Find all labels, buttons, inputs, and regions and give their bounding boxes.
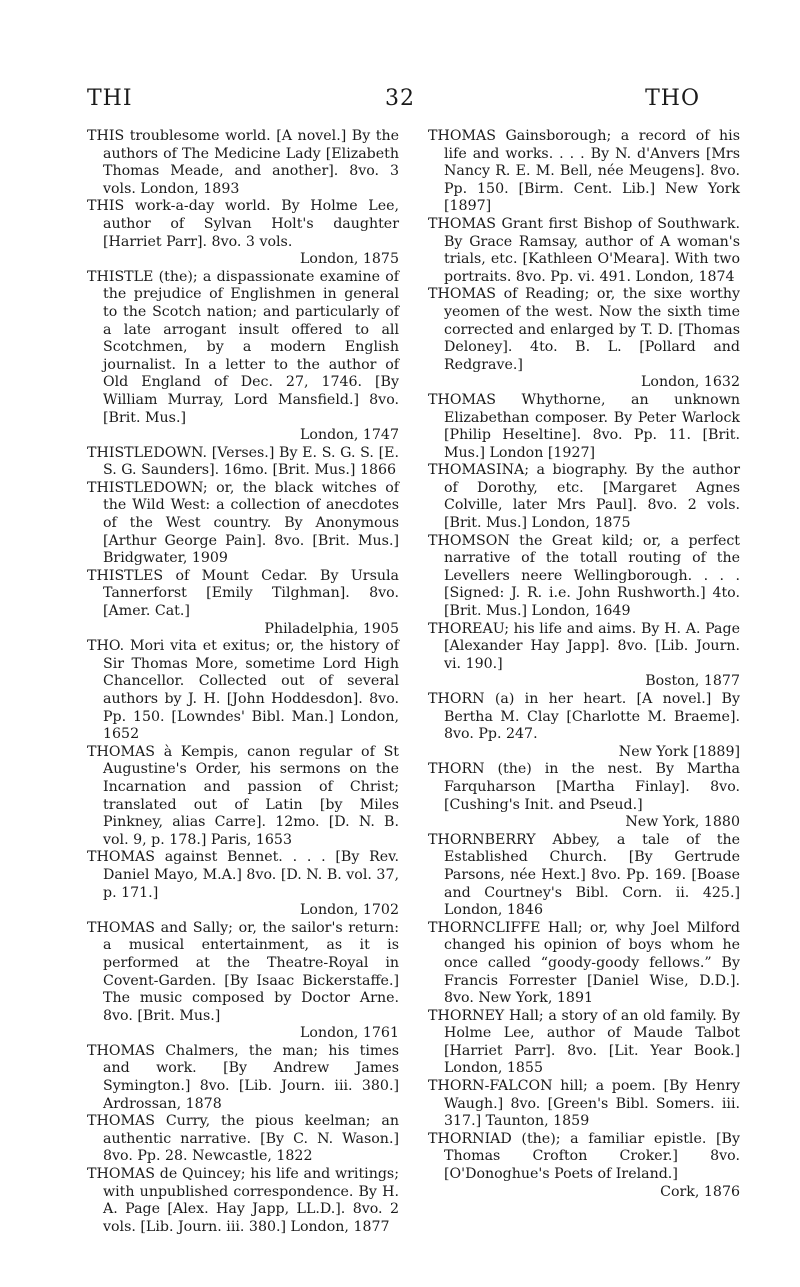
entry: THOMAS Grant first Bishop of Southwark. By Grace Ramsay, author of A woman's trials, etc. [Kathleen O'Meara]. With two portraits. 8vo. Pp. vi. 491. London, 1874 bbox=[428, 215, 740, 285]
header-left-guide-word: THI bbox=[87, 86, 133, 111]
entry: THOMAS against Bennet. . . . [By Rev. Daniel Mayo, M.A.] 8vo. [D. N. B. vol. 37, p. 171.] London, 1702 bbox=[87, 849, 399, 919]
entry: THOMAS Curry, the pious keelman; an authentic narrative. [By C. N. Wason.] 8vo. Pp. 28. Newcastle, 1822 bbox=[87, 1113, 399, 1165]
entry: THOMAS à Kempis, canon regular of St Augustine's Order, his sermons on the Incarnation and passion of Christ; translated out of Latin [by Miles Pinkney, alias Carre]. 12mo. [D. N. B. vol. 9, p. 178.] Paris, 1653 bbox=[87, 743, 399, 848]
entry: THO. Mori vita et exitus; or, the history of Sir Thomas More, sometime Lord High Chancellor. Collected out of several authors by J. H. [John Hoddesdon]. 8vo. Pp. 150. [Lowndes' Bibl. Man.] London, 1652 bbox=[87, 638, 399, 743]
entry: THOMASINA; a biography. By the author of Dorothy, etc. [Margaret Agnes Colville, later Mrs Paul]. 8vo. 2 vols. [Brit. Mus.] London, 1875 bbox=[428, 462, 740, 532]
entry: THISTLES of Mount Cedar. By Ursula Tannerforst [Emily Tilghman]. 8vo. [Amer. Cat.] Philadelphia, 1905 bbox=[87, 567, 399, 637]
entry: THORN (the) in the nest. By Martha Farquharson [Martha Finlay]. 8vo. [Cushing's Init. and Pseud.] New York, 1880 bbox=[428, 761, 740, 831]
entry: THOMAS of Reading; or, the sixe worthy yeomen of the west. Now the sixth time corrected and enlarged by T. D. [Thomas Deloney]. 4to. B. L. [Pollard and Redgrave.] London, 1632 bbox=[428, 286, 740, 391]
entry: THOMAS and Sally; or, the sailor's return: a musical entertainment, as it is performed at the Theatre-Royal in Covent-Garden. [By Isaac Bickerstaffe.] The music composed by Doctor Arne. 8vo. [Brit. Mus.] London, 1761 bbox=[87, 919, 399, 1042]
entry: THIS troublesome world. [A novel.] By the authors of The Medicine Lady [Elizabeth Thomas Meade, and another]. 8vo. 3 vols. London, 1893 bbox=[87, 128, 399, 197]
entry: THORNEY Hall; a story of an old family. By Holme Lee, author of Maude Talbot [Harriet Parr]. 8vo. [Lit. Year Book.] London, 1855 bbox=[428, 1007, 740, 1077]
entry: THORNBERRY Abbey, a tale of the Established Church. [By Gertrude Parsons, née Hext.] 8vo. Pp. 169. [Boase and Courtney's Bibl. Corn. ii. 425.] London, 1846 bbox=[428, 831, 740, 919]
entry: THOMSON the Great kild; or, a perfect narrative of the totall routing of the Levellers neere Wellingborough. . . . [Signed: J. R. i.e. John Rushworth.] 4to. [Brit. Mus.] London, 1649 bbox=[428, 532, 740, 620]
entry: THORN (a) in her heart. [A novel.] By Bertha M. Clay [Charlotte M. Braeme]. 8vo. Pp. 247. New York [1889] bbox=[428, 691, 740, 760]
entry: THORNIAD (the); a familiar epistle. [By Thomas Crofton Croker.] 8vo. [O'Donoghue's Poets of Ireland.] Cork, 1876 bbox=[428, 1130, 740, 1200]
entry: THISTLEDOWN. [Verses.] By E. S. G. S. [E. S. G. Saunders]. 16mo. [Brit. Mus.] 1866 bbox=[87, 444, 399, 479]
entry: THORN-FALCON hill; a poem. [By Henry Waugh.] 8vo. [Green's Bibl. Somers. iii. 317.] Taunton, 1859 bbox=[428, 1078, 740, 1130]
entry: THIS work-a-day world. By Holme Lee, author of Sylvan Holt's daughter [Harriet Parr]. 8vo. 3 vols. London, 1875 bbox=[87, 198, 399, 268]
entry: THOMAS Chalmers, the man; his times and work. [By Andrew James Symington.] 8vo. [Lib. Journ. iii. 380.] Ardrossan, 1878 bbox=[87, 1042, 399, 1112]
entry: THORNCLIFFE Hall; or, why Joel Milford changed his opinion of boys whom he once called “goody-goody fellows.” By Francis Forrester [Daniel Wise, D.D.]. 8vo. New York, 1891 bbox=[428, 919, 740, 1007]
entry: THOMAS de Quincey; his life and writings; with unpublished correspondence. By H. A. Page [Alex. Hay Japp, LL.D.]. 8vo. 2 vols. [Lib. Journ. iii. 380.] London, 1877 bbox=[87, 1166, 399, 1235]
entry: THOREAU; his life and aims. By H. A. Page [Alexander Hay Japp]. 8vo. [Lib. Journ. vi. 190.] Boston, 1877 bbox=[428, 620, 740, 690]
running-header bbox=[0, 86, 800, 116]
entry: THISTLEDOWN; or, the black witches of the Wild West: a collection of anecdotes of the West country. By Anonymous [Arthur George Pain]. 8vo. [Brit. Mus.] Bridgwater, 1909 bbox=[87, 479, 399, 567]
entry: THOMAS Whythorne, an unknown Elizabethan composer. By Peter Warlock [Philip Heseltine]. 8vo. Pp. 11. [Brit. Mus.] London [1927] bbox=[428, 391, 740, 461]
header-right-guide-word: THO bbox=[645, 86, 700, 111]
right-column bbox=[428, 128, 740, 1201]
entry: THOMAS Gainsborough; a record of his life and works. . . . By N. d'Anvers [Mrs Nancy R. E. M. Bell, née Meugens]. 8vo. Pp. 150. [Birm. Cent. Lib.] New York [1897] bbox=[428, 128, 740, 215]
entry: THISTLE (the); a dispassionate examine of the prejudice of Englishmen in general to the Scotch nation; and particularly of a late arrogant insult offered to all Scotchmen, by a modern English journalist. In a letter to the author of Old England of Dec. 27, 1746. [By William Murray, Lord Mansfield.] 8vo. [Brit. Mus.] London, 1747 bbox=[87, 268, 399, 444]
page-number: 32 bbox=[385, 86, 415, 111]
left-column bbox=[87, 128, 399, 1236]
